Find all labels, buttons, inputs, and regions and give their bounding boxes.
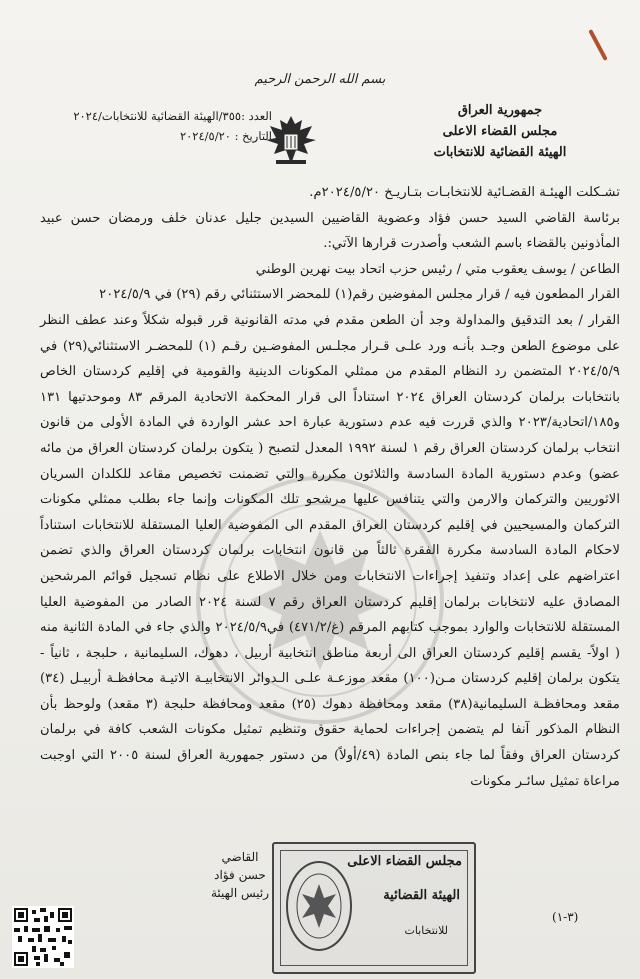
reference-date: التاريخ : ٢٠٢٤/٥/٢٠ [179,129,272,143]
org-council: مجلس القضاء الاعلى [442,124,558,139]
reference-block [22,106,272,146]
formation-line: تشـكلت الهيئـة القضـائية للانتخابـات بتـاريـخ ٢٠٢٤/٥/٢٠م. [309,185,620,200]
org-country: جمهورية العراق [457,103,543,118]
signature-role: رئيس الهيئة [210,886,270,900]
official-stamp [272,842,476,974]
stamp-council: مجلس القضاء الاعلى [347,854,462,869]
stamp-commission: الهيئة القضائية [383,888,460,903]
issuing-authority [400,100,600,163]
iraq-eagle-emblem-icon [262,112,320,168]
decision-paragraph: القرار / بعد التدقيق والمداولة وجد أن الطعن مقدم في مدته القانونية قرر قبوله شكلاً وعند عطف النظر على موضوع الطعن وجـد بأنـه ورد علـى قـرار مجلـس المفوضـين رقـم (١) للمحضـر الاستثنائي(٢٩) في ٢٠٢٤/٥/٩ المتضمن رد النظام المقدم من ممثلي المكونات الدينية والقومية في إقليم كردستان الخاص بانتخابات برلمان كردستان العراق ٢٠٢٤ استناداً الى قرار المحكمة الاتحادية المرقم ٨٣ وموحدتيها ١٣١ و١٨٥/اتحادية/٢٠٢٣ والذي قررت فيه عدم دستورية عبارة احد عشر الواردة في المادة الأولى من قانون انتخاب برلمان كردستان العراق رقم ١ لسنة ١٩٩٢ المعدل لتصبح ( يتكون برلمان كردستان العراق من مائه عضو) وعدم دستورية المادة السادسة والثلاثون مكررة والتي تضمنت تخصيص مقاعد للكلدان السريان الاثوريين والتركمان والارمن والتي يتنافس عليها مرشحو تلك المكونات وإنما جاء بطلب ممثلي مكونات التركمان والمسيحيين في إقليم كردستان العراق المقدم الى المفوضية العليا المستقلة للانتخابات استناداً لاحكام المادة السادسة مكررة الفقرة ثالثاً من قانون انتخابات برلمان كردستان العراق والذي تضمن اعتراضهم على إعداد وتنفيذ إجراءات الانتخابات ومن خلال الاطلاع على نظام تسجيل قوائم المرشحين المصادق عليه لانتخابات برلمان إقليم كردستان العراق رقم ٧ لسنة ٢٠٢٤ الصادر من المفوضية العليا المستقلة للانتخابات والوارد بموجب كتابهم المرقم (غ/٤٧١/٢) في٢٠٢٤/٥/٩ والذي جاء في المادة الثانية منه ( اولاً- يقسم إقليم كردستان العراق الى أربعة مناطق انتخابية أربيل ، دهوك، السليمانية ، حلبجة ، ثانياً - يتكون برلمان إقليم كردستان مـن(١٠٠) مقعد موزعـة علـى الـدوائر الانتخابيـة الاتيـة محافظـة أربيـل (٣٤) مقعد ومحافظـة السليمانية(٣٨) مقعد ومحافظة دهوك (٢٥) مقعد ومحافظة حلبجة (٣ مقعد) ولوحظ بأن النظام المذكور آنفا لم يتضمن إجراءات لحماية حقوق وتنظيم تمثيل مكونات الشعب كافة في برلمان كردستان العراق وفقاً لما جاء بنص المادة (٤٩/أولاً) من دستور جمهورية العراق لسنة ٢٠٠٥ التي اوجبت مراعاة تمثيل سائـر مكونات [40,312,620,789]
decision-body [40,180,620,794]
pen-mark [588,29,607,61]
contested-decision-line: القرار المطعون فيه / قرار مجلس المفوضين رقم(١) للمحضر الاستثنائي رقم (٢٩) في ٢٠٢٤/٥/٩ [99,287,620,303]
org-commission: الهيئة القضائية للانتخابات [433,145,567,160]
signature-name: حسن فؤاد [214,868,266,882]
page-number: (٣-١) [552,910,579,924]
signature-title: القاضي [221,850,259,864]
basmala: بسم الله الرحمن الرحيم [254,72,386,87]
appellant-line: الطاعن / يوسف يعقوب متي / رئيس حزب اتحاد بيت نهرين الوطني [255,261,620,277]
reference-number: العدد :٣٥٥/الهيئة القضائية للانتخابات/٢٠٢٤ [73,109,272,123]
qr-code-icon [12,906,74,968]
stamp-elections: للانتخابات [404,924,448,937]
composition-paragraph: برئاسة القاضي السيد حسن فؤاد وعضوية القاضيين السيدين جليل عدنان خلف ورمضان حسن عبيد المأذونين بالقضاء باسم الشعب وأصدرت قرارها الآتي:. [40,210,620,252]
stamp-seal-icon [284,858,354,954]
